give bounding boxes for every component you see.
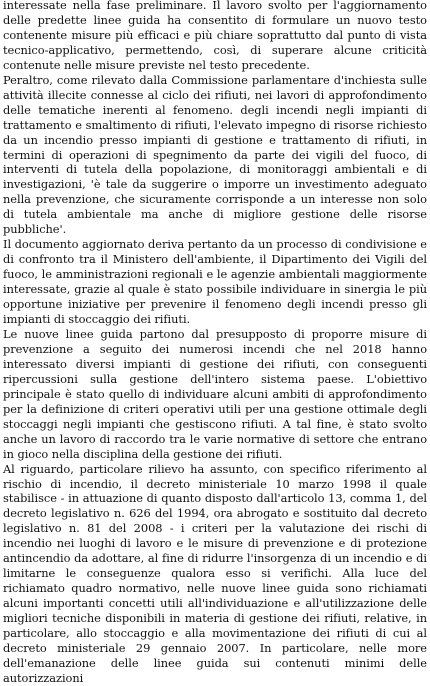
document-page <box>3 0 427 685</box>
paragraph-intro-continuation: interessate nella fase preliminare. Il lavoro svolto per l'aggiornamento delle predette linee guida ha consentito di formulare un nuovo testo contenente misure più efficaci e più chiare soprattutto dal punto di vista tecnico-applicativo, permettendo, così, di superare alcune criticità contenute nelle misure previste nel testo precedente. <box>3 0 427 72</box>
paragraph-documento-aggiornato: Il documento aggiornato deriva pertanto da un processo di condivisione e di confronto tra il Ministero dell'ambiente, il Dipartimento dei Vigili del fuoco, le amministrazioni regionali e le agenzie ambientali maggiormente interessate, grazie al quale è stato possibile individuare in sinergia le più opportune iniziative per prevenire il fenomeno degli incendi presso gli impianti di stoccaggio dei rifiuti. <box>3 237 427 327</box>
paragraph-nuove-linee-guida: Le nuove linee guida partono dal presupposto di proporre misure di prevenzione a seguito dei numerosi incendi che nel 2018 hanno interessato diversi impianti di gestione dei rifiuti, con conseguenti ripercussioni sulla gestione dell'intero sistema paese. L'obiettivo principale è stato quello di individuare alcuni ambiti di approfondimento per la definizione di criteri operativi utili per una gestione ottimale degli stoccaggi negli impianti che gestiscono rifiuti. A tal fine, è stato svolto anche un lavoro di raccordo tra le varie normative di settore che entrano in gioco nella disciplina della gestione dei rifiuti. <box>3 326 427 461</box>
paragraph-decreto-ministeriale: Al riguardo, particolare rilievo ha assunto, con specifico riferimento al rischio di incendio, il decreto ministeriale 10 marzo 1998 il quale stabilisce - in attuazione di quanto disposto dall'articolo 13, comma 1, del decreto legislativo n. 626 del 1994, ora abrogato e sostituito dal decreto legislativo n. 81 del 2008 - i criteri per la valutazione dei rischi di incendio nei luoghi di lavoro e le misure di prevenzione e di protezione antincendio da adottare, al fine di ridurre l'insorgenza di un incendio e di limitarne le conseguenze qualora esso si verifichi. Alla luce del richiamato quadro normativo, nelle nuove linee guida sono richiamati alcuni importanti concetti utili all'individuazione e all'utilizzazione delle migliori tecniche disponibili in materia di gestione dei rifiuti, relative, in particolare, allo stoccaggio e alla movimentazione dei rifiuti di cui al decreto ministeriale 29 gennaio 2007. In particolare, nelle more dell'emanazione delle linee guida sui contenuti minimi delle autorizzazioni <box>3 461 427 685</box>
paragraph-commissione: Peraltro, come rilevato dalla Commissione parlamentare d'inchiesta sulle attività illecite connesse al ciclo dei rifiuti, nei lavori di approfondimento delle tematiche inerenti al fenomeno. degli incendi negli impianti di trattamento e smaltimento di rifiuti, l'elevato impegno di risorse richiesto da un incendio presso impianti di gestione e trattamento di rifiuti, in termini di operazioni di spegnimento da parte dei vigili del fuoco, di interventi di tutela della popolazione, di monitoraggi ambientali e di investigazioni, 'è tale da suggerire o imporre un investimento adeguato nella prevenzione, che sicuramente corrisponde a un interesse non solo di tutela ambientale ma anche di migliore gestione delle risorse pubbliche'. <box>3 72 427 237</box>
